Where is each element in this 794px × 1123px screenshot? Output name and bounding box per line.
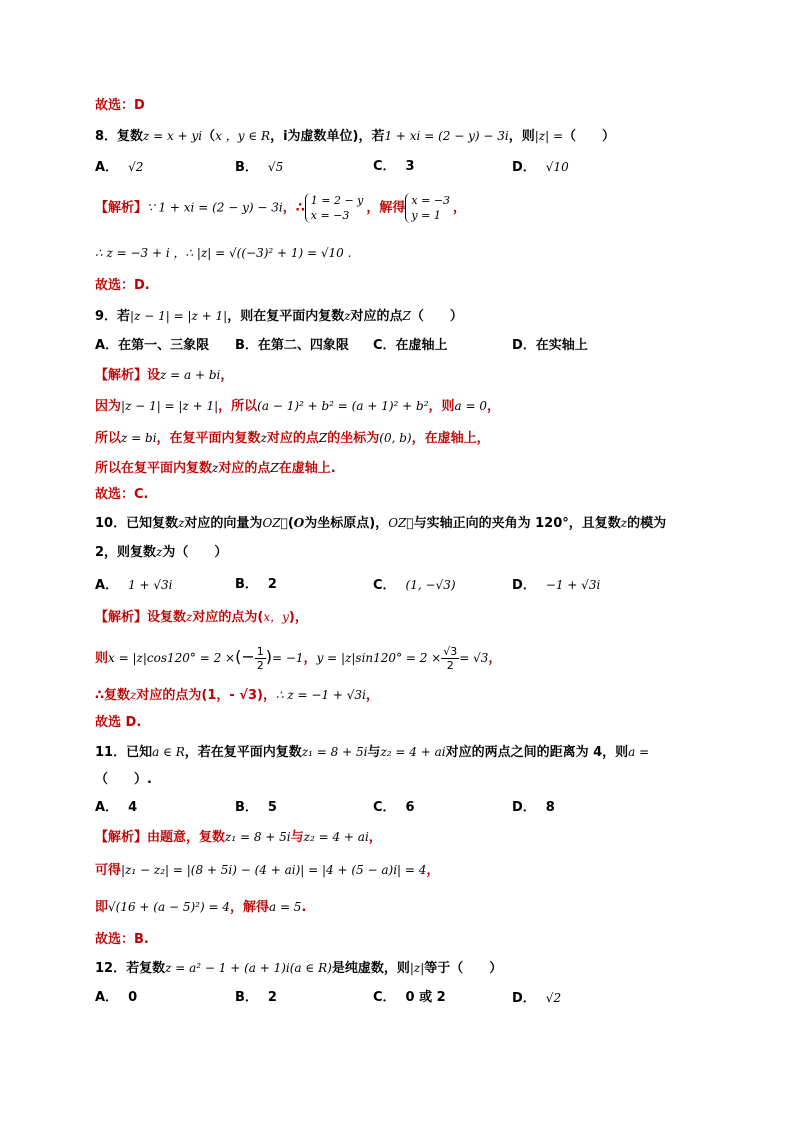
option-a[interactable]: A．在第一、三象限 bbox=[95, 338, 210, 353]
solution-tag: 【解析】 bbox=[95, 368, 148, 383]
option-a[interactable]: A． √2 bbox=[95, 160, 144, 175]
math-expr: |z| = bbox=[534, 129, 563, 143]
stem-text: （ bbox=[202, 129, 216, 144]
option-c[interactable]: C． (1, −√3) bbox=[373, 578, 456, 593]
math-expr: x ，y ∈ R bbox=[215, 129, 271, 143]
question-8-solution-line2: ∴ z = −3 + i ，∴ |z| = √((−3)² + 1) = √10 . bbox=[95, 246, 352, 260]
question-9-solution-3: 所以z = bi，在复平面内复数z对应的点Z的坐标为(0, b)，在虚轴上， bbox=[95, 431, 490, 446]
question-9-solution-2: 因为|z − 1| = |z + 1|，所以(a − 1)² + b² = (a + 1)² + b²，则a = 0， bbox=[95, 399, 501, 414]
question-10-stem-2: 2，则复数z为（ ） bbox=[95, 545, 228, 560]
solution-tag: 【解析】 bbox=[95, 610, 148, 625]
paren-open: (− bbox=[235, 647, 255, 666]
question-11-solution-2: 可得|z₁ − z₂| = |(8 + 5i) − (4 + ai)| = |4 + (5 − a)i| = 4， bbox=[95, 863, 440, 878]
solution-tag: 【解析】 bbox=[95, 200, 148, 216]
option-b[interactable]: B． √5 bbox=[235, 160, 284, 175]
answer-text: 故选：D bbox=[95, 98, 145, 113]
fraction: $\frac{1}{2}$ bbox=[256, 645, 264, 672]
option-c[interactable]: C． 3 bbox=[373, 159, 415, 174]
option-d[interactable]: D． 8 bbox=[512, 800, 555, 815]
answer-line-q7 bbox=[95, 96, 145, 116]
option-d[interactable]: D． √10 bbox=[512, 160, 569, 175]
question-9-solution-1: 【解析】设z = a + bi， bbox=[95, 368, 234, 383]
option-c[interactable]: C． 0 或 2 bbox=[373, 990, 446, 1005]
stem-text: （ ） bbox=[563, 129, 616, 144]
math-expr: 1 + xi = (2 − y) − 3i bbox=[384, 129, 509, 143]
question-11-answer: 故选：B. bbox=[95, 932, 149, 947]
option-b[interactable]: B．在第二、四象限 bbox=[235, 338, 349, 353]
question-9-solution-4: 所以在复平面内复数z对应的点Z在虚轴上. bbox=[95, 461, 336, 476]
question-11-solution-3: 即√(16 + (a − 5)²) = 4，解得a = 5. bbox=[95, 900, 307, 915]
question-11-stem-2: （ ）. bbox=[95, 772, 152, 787]
equation-system: x = −3 y = 1 bbox=[405, 193, 453, 223]
question-8-stem bbox=[95, 126, 615, 147]
question-9-stem: 9．若|z − 1| = |z + 1|，则在复平面内复数z对应的点Z（ ） bbox=[95, 309, 463, 324]
option-c[interactable]: C． 6 bbox=[373, 800, 415, 815]
option-b[interactable]: B． 5 bbox=[235, 800, 277, 815]
option-b[interactable]: B． 2 bbox=[235, 990, 277, 1005]
option-d[interactable]: D． √2 bbox=[512, 991, 562, 1006]
question-12-stem: 12．若复数z = a² − 1 + (a + 1)i(a ∈ R)是纯虚数，则|z|等于（ ） bbox=[95, 961, 503, 976]
question-10-solution-3: ∴复数z对应的点为(1，- √3)，∴ z = −1 + √3i， bbox=[95, 688, 379, 703]
option-a[interactable]: A． 0 bbox=[95, 990, 138, 1005]
question-10-answer: 故选 D. bbox=[95, 715, 142, 730]
question-11-solution-1: 【解析】由题意，复数z₁ = 8 + 5i与z₂ = 4 + ai， bbox=[95, 830, 382, 845]
question-10-stem-1: 10．已知复数z对应的向量为OZ⃗(O为坐标原点)，OZ⃗与实轴正向的夹角为 120°，且复数z的模为 bbox=[95, 516, 667, 531]
math-expr: z = x + yi bbox=[143, 129, 203, 143]
fraction: $\frac{√3}{2}$ bbox=[443, 645, 458, 672]
option-b[interactable]: B． 2 bbox=[235, 577, 277, 592]
equation-system: 1 = 2 − y x = −3 bbox=[305, 193, 367, 223]
question-8-answer: 故选：D. bbox=[95, 278, 150, 293]
stem-text: ，i为虚数单位)，若 bbox=[270, 129, 385, 144]
math-expr: ∵ 1 + xi = (2 − y) − 3i bbox=[147, 200, 283, 215]
question-9-answer: 故选：C. bbox=[95, 487, 149, 502]
stem-text: ，则 bbox=[508, 129, 535, 144]
solution-tag: 【解析】 bbox=[95, 830, 148, 845]
paren-close: ) bbox=[265, 647, 272, 666]
option-a[interactable]: A． 4 bbox=[95, 800, 138, 815]
option-a[interactable]: A． 1 + √3i bbox=[95, 578, 173, 593]
option-d[interactable]: D． −1 + √3i bbox=[512, 578, 601, 593]
stem-text: 8．复数 bbox=[95, 129, 144, 144]
question-10-solution-2: 则x = |z|cos120° = 2 ×(− $\frac{1}{2}$ )= −1，y = |z|sin120° = 2 × $\frac{√3}{2}$ = √3， bbox=[95, 645, 502, 672]
option-d[interactable]: D．在实轴上 bbox=[512, 338, 588, 353]
question-8-solution: 【解析】∵ 1 + xi = (2 − y) − 3i，∴ 1 = 2 − y x = −3 ，解得 x = −3 y = 1 ， bbox=[95, 194, 467, 222]
question-10-solution-1: 【解析】设复数z对应的点为(x，y)， bbox=[95, 610, 308, 625]
question-11-stem-1: 11．已知a ∈ R，若在复平面内复数z₁ = 8 + 5i与z₂ = 4 + ai对应的两点之间的距离为 4，则a = bbox=[95, 745, 650, 760]
option-c[interactable]: C．在虚轴上 bbox=[373, 338, 448, 353]
